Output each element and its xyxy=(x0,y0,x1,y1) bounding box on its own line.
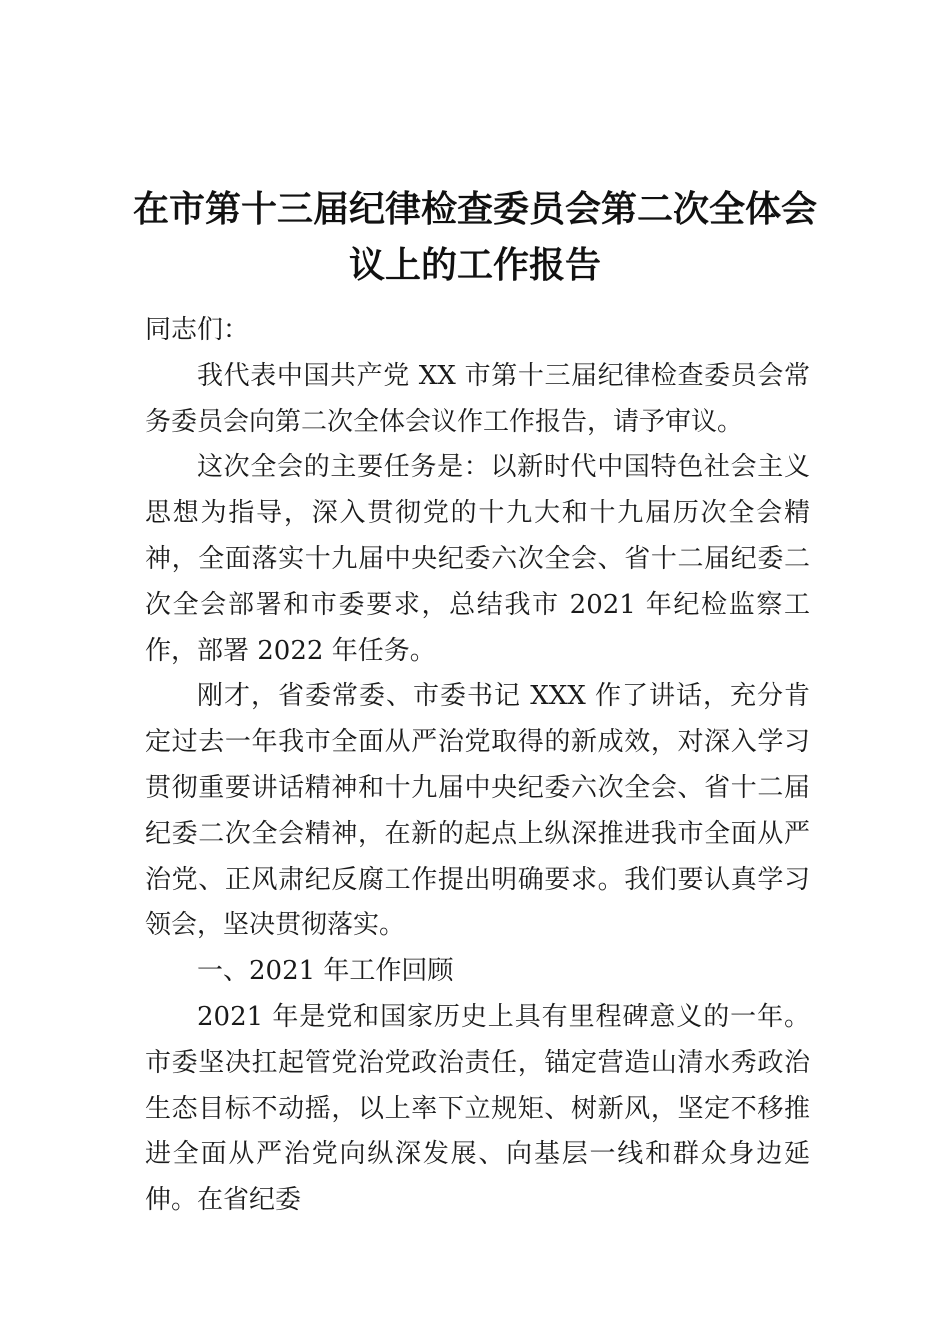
paragraph-2: 这次全会的主要任务是：以新时代中国特色社会主义思想为指导，深入贯彻党的十九大和十九届历次全会精神，全面落实十九届中央纪委六次全会、省十二届纪委二次全会部署和市委要求，总结我市 2021 年纪检监察工作，部署 2022 年任务。 xyxy=(145,452,810,666)
paragraph-4: 2021 年是党和国家历史上具有里程碑意义的一年。市委坚决扛起管党治党政治责任，锚定营造山清水秀政治生态目标不动摇，以上率下立规矩、树新风，坚定不移推进全面从严治党向纵深发展、向基层一线和群众身边延伸。在省纪委 xyxy=(145,1001,810,1216)
section-heading-1: 一、2021 年工作回顾 xyxy=(197,956,454,987)
document-title: 在市第十三届纪律检查委员会第二次全体会议上的工作报告 xyxy=(132,189,817,286)
paragraph-3: 刚才，省委常委、市委书记 XXX 作了讲话，充分肯定过去一年我市全面从严治党取得的新成效，对深入学习贯彻重要讲话精神和十九届中央纪委六次全会、省十二届纪委二次全会精神，在新的起点上纵深推进我市全面从严治党、正风肃纪反腐工作提出明确要求。我们要认真学习领会，坚决贯彻落实。 xyxy=(145,681,810,941)
salutation: 同志们： xyxy=(145,315,250,345)
document-body xyxy=(145,308,810,1224)
paragraph-1: 我代表中国共产党 XX 市第十三届纪律检查委员会常务委员会向第二次全体会议作工作报告，请予审议。 xyxy=(145,360,810,437)
